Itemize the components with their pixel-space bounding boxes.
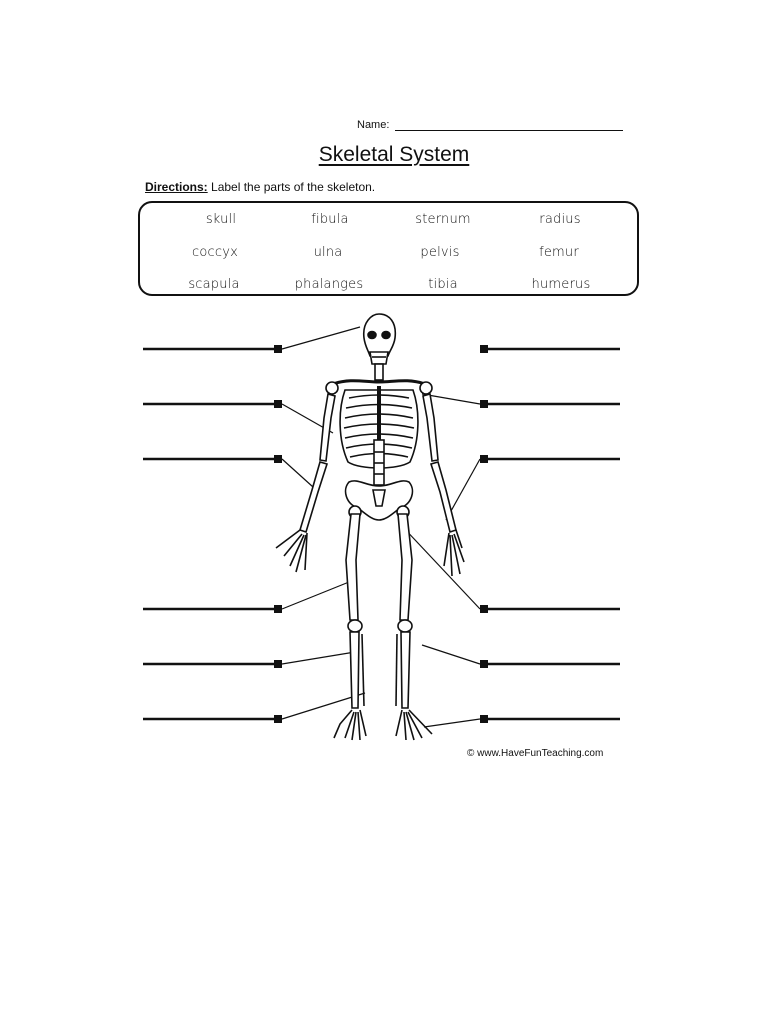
page-title: Skeletal System [318,143,470,166]
shoulder-left [326,382,338,394]
endpoint-marker [480,400,488,408]
endpoint-marker [274,715,282,723]
word-bank-item: femur [539,245,579,260]
leader-line [282,327,360,349]
endpoint-marker [274,400,282,408]
tibia-right [401,632,410,708]
word-bank-item: coccyx [192,245,238,260]
fibula-left [362,634,364,706]
clavicles [333,381,425,384]
word-bank-item: ulna [313,245,343,260]
leader-line [282,459,313,487]
directions-label: Directions: [145,180,208,194]
word-bank-item: pelvis [420,245,460,260]
endpoint-marker [274,345,282,353]
directions-text: Label the parts of the skeleton. [211,180,376,194]
word-bank-item: fibula [311,212,349,227]
endpoint-marker [274,605,282,613]
fibula-right [396,634,397,706]
patella-left [348,620,362,632]
eye-socket-right [382,332,390,339]
endpoint-marker [480,455,488,463]
name-label: Name: [357,119,390,131]
word-bank-item: radius [539,212,581,227]
endpoint-marker [480,715,488,723]
leader-line [424,719,480,727]
forearm-right [431,462,456,532]
word-bank-item: skull [205,212,237,227]
endpoint-marker [274,455,282,463]
leader-line [422,645,480,664]
patella-right [398,620,412,632]
femur-right [398,514,412,620]
forearm-left [300,462,327,532]
endpoint-marker [480,605,488,613]
foot-left [334,710,366,740]
endpoint-marker [480,345,488,353]
word-bank-item: phalanges [294,277,364,292]
word-bank-item: sternum [415,212,471,227]
humerus-right [423,394,438,461]
foot-right [396,710,432,740]
word-bank-item: humerus [531,277,591,292]
leader-line [282,580,354,609]
copyright: © www.HaveFunTeaching.com [467,748,604,759]
cervical-spine [375,364,383,380]
shoulder-right [420,382,432,394]
tibia-left [350,632,359,708]
skeleton-figure [276,314,464,740]
hand-right [444,530,464,576]
word-bank-item: scapula [188,277,240,292]
femur-left [346,514,360,620]
sacrum [373,490,385,506]
jaw [370,352,388,364]
word-bank-item: tibia [428,277,458,292]
endpoint-marker [274,660,282,668]
endpoint-marker [480,660,488,668]
eye-socket-left [368,332,376,339]
leader-line [282,652,355,664]
hand-left [276,530,307,572]
leader-line [401,525,480,609]
